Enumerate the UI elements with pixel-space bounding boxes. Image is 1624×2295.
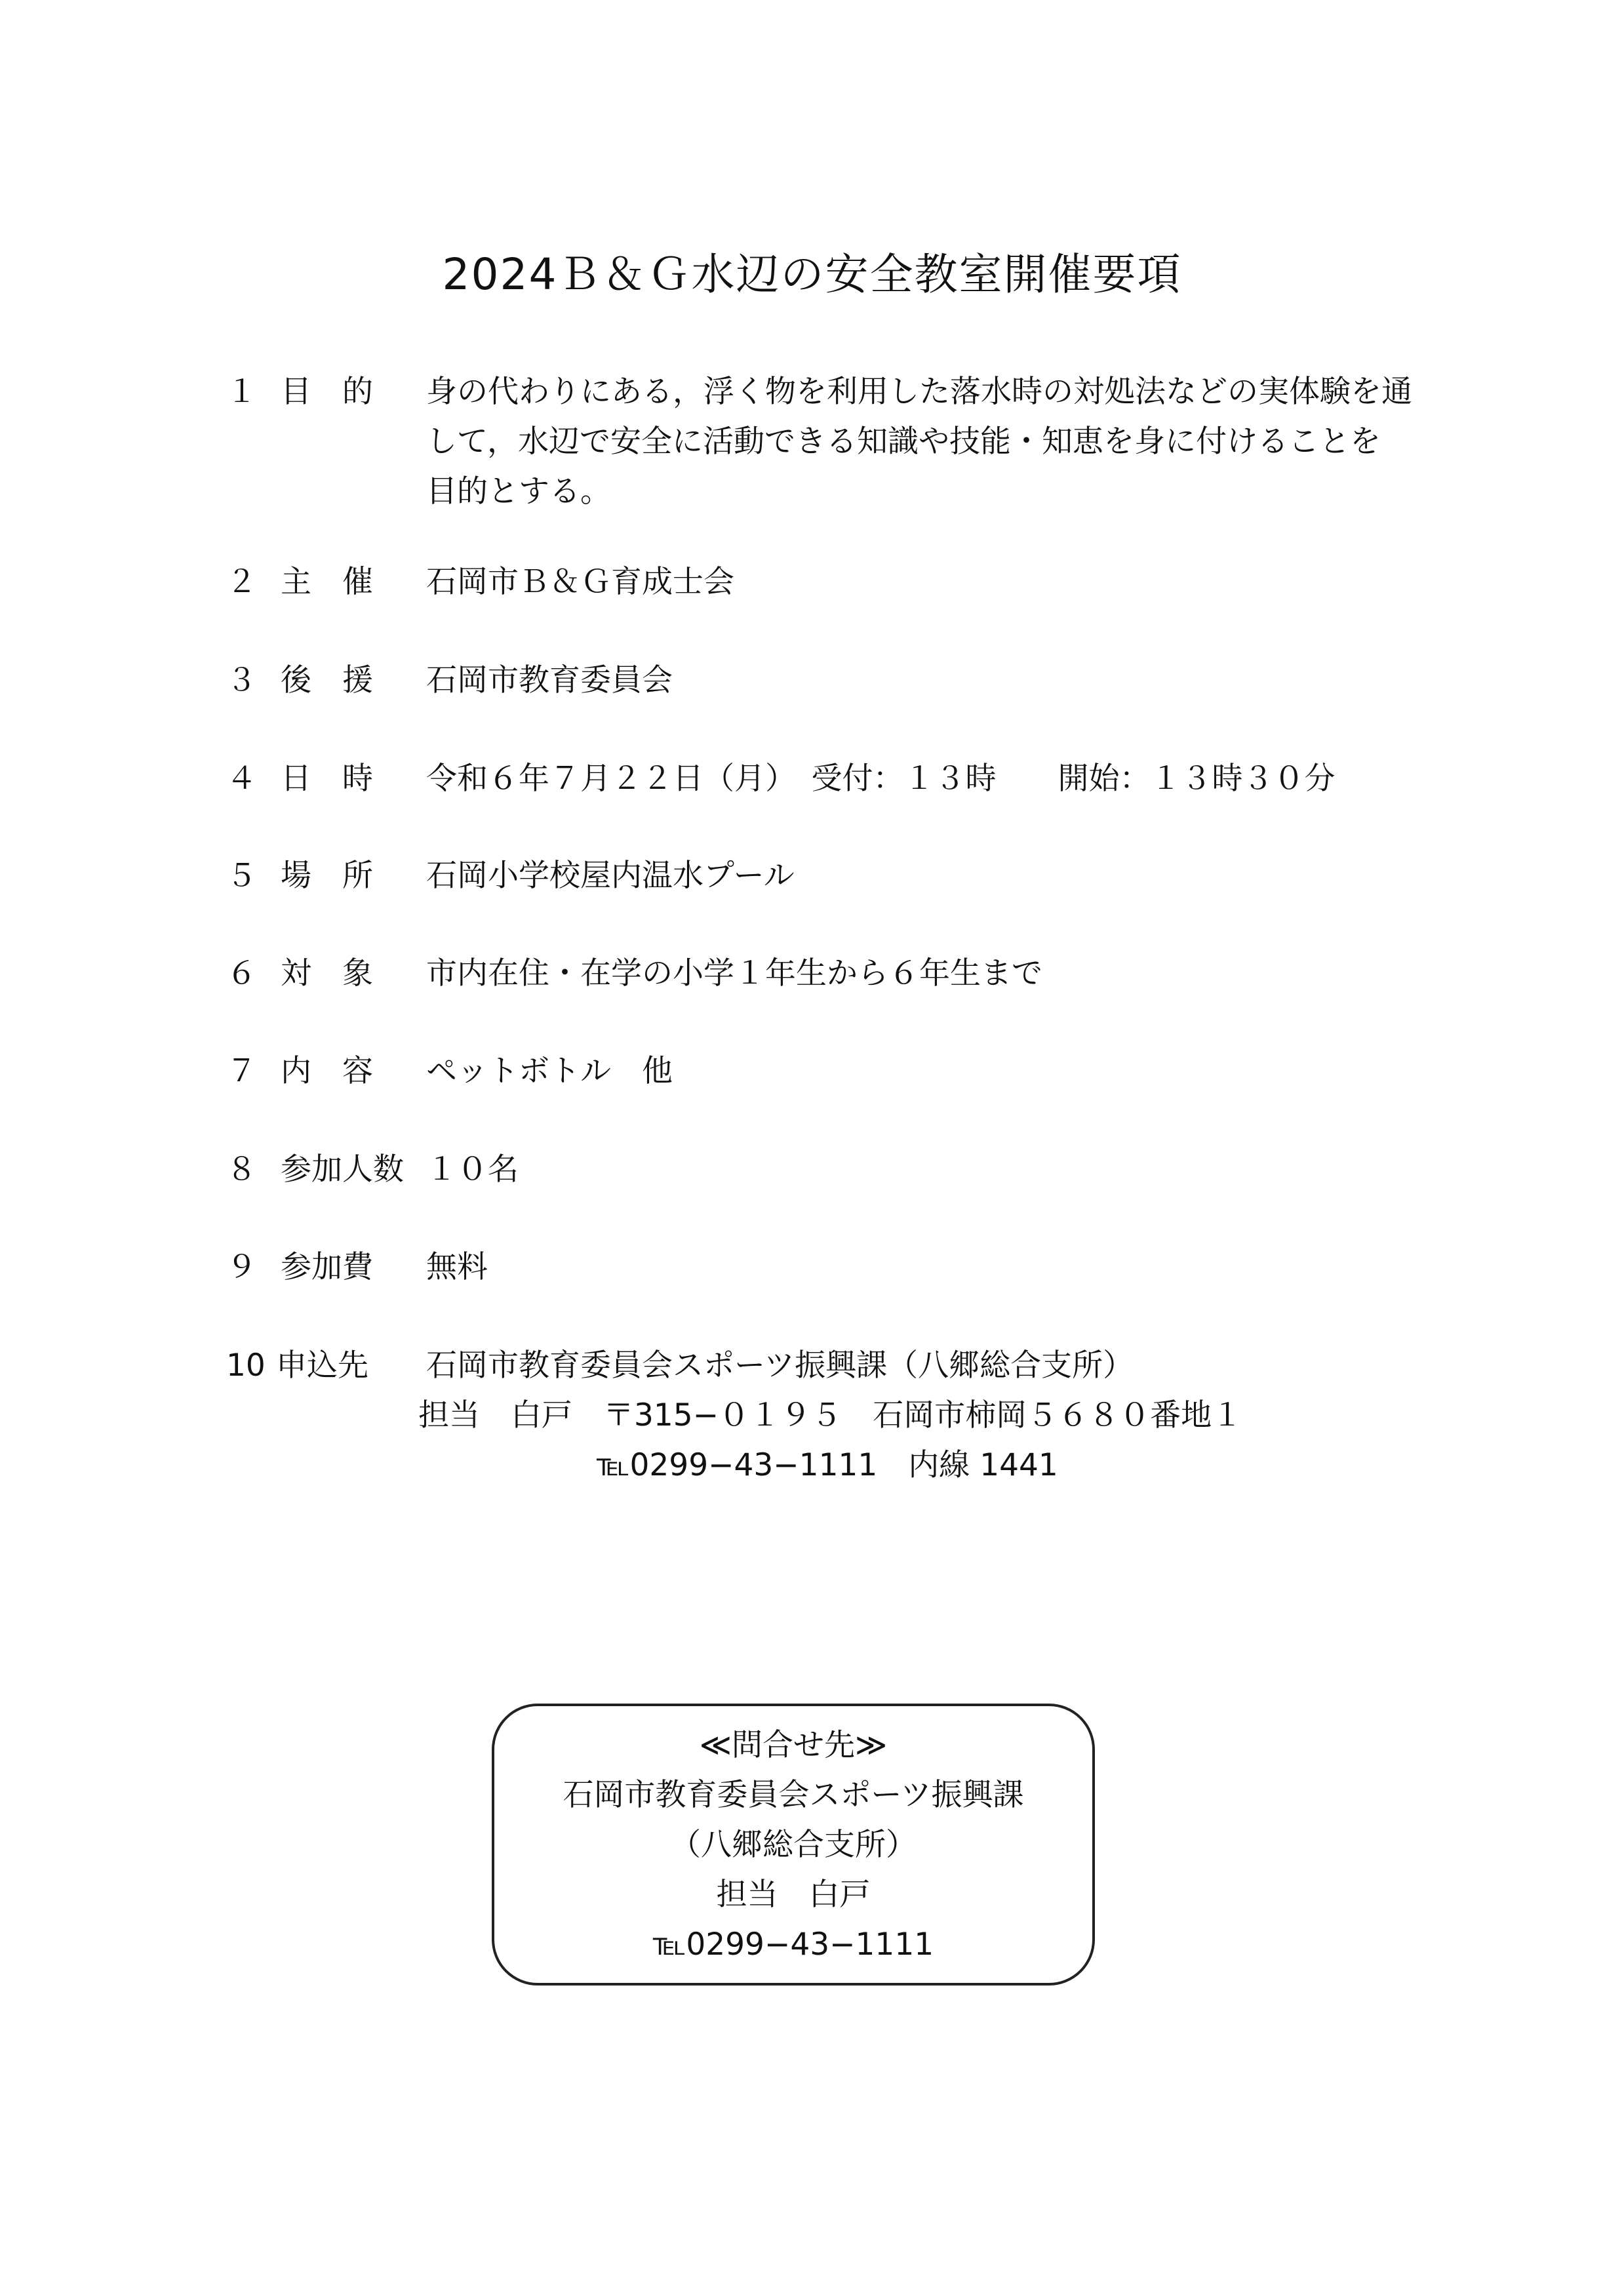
content-line: 身の代わりにある，浮く物を利用した落水時の対処法などの実体験を通 xyxy=(426,374,1412,410)
item-content xyxy=(426,1047,1396,1096)
contact-branch: （八郷総合支所） xyxy=(670,1827,917,1863)
item-number: ５ xyxy=(226,858,257,894)
content-line: 目的とする。 xyxy=(426,473,611,509)
item-number: ６ xyxy=(226,955,257,991)
item-label: 場 所 xyxy=(281,858,373,894)
item-content xyxy=(426,1243,1396,1292)
content-line: 石岡小学校屋内温水プール xyxy=(426,858,795,894)
item-content xyxy=(426,656,1396,706)
item-number: ４ xyxy=(226,761,257,797)
content-line: ペットボトル 他 xyxy=(426,1053,673,1089)
item-content xyxy=(426,754,1396,804)
content-line: 石岡市Ｂ＆Ｇ育成士会 xyxy=(426,564,734,600)
contact-heading: ≪問合せ先≫ xyxy=(699,1727,888,1763)
content-line: 石岡市教育委員会 xyxy=(426,662,673,698)
item-label: 参加人数 xyxy=(281,1151,404,1187)
item-number: ２ xyxy=(226,564,257,600)
item-content xyxy=(426,557,1396,607)
item-number: ７ xyxy=(226,1053,257,1089)
contact-box xyxy=(492,1704,1095,1986)
item-label: 申込先 xyxy=(276,1347,368,1384)
content-line: 石岡市教育委員会スポーツ振興課（八郷総合支所） xyxy=(426,1347,1134,1384)
item-number: 10 xyxy=(226,1347,266,1384)
content-line: して，水辺で安全に活動できる知識や技能・知恵を身に付けることを xyxy=(426,424,1381,460)
content-line: 無料 xyxy=(426,1249,488,1285)
document-title: 2024Ｂ＆Ｇ水辺の安全教室開催要項 xyxy=(442,249,1182,300)
item-content xyxy=(418,1341,1396,1490)
item-label: 主 催 xyxy=(281,564,373,600)
contact-tel: ℡0299−43−1111 xyxy=(652,1926,934,1963)
contact-person: 担当 白戸 xyxy=(716,1877,871,1913)
item-content xyxy=(426,851,1396,901)
item-label: 日 時 xyxy=(281,761,373,797)
content-line: 令和６年７月２２日（月） 受付：１３時 開始：１３時３０分 xyxy=(426,761,1336,797)
item-number: ９ xyxy=(226,1249,257,1285)
item-content xyxy=(426,367,1412,517)
item-content xyxy=(426,1145,1396,1195)
content-line: ℡0299−43−1111 内線 1441 xyxy=(597,1447,1058,1483)
item-number: ３ xyxy=(226,662,257,698)
item-number: ８ xyxy=(226,1151,257,1187)
item-label: 後 援 xyxy=(281,662,373,698)
contact-org: 石岡市教育委員会スポーツ振興課 xyxy=(563,1777,1024,1813)
item-content xyxy=(426,949,1396,999)
content-line: １０名 xyxy=(426,1151,519,1187)
item-label: 目 的 xyxy=(281,374,373,410)
item-label: 参加費 xyxy=(281,1249,373,1285)
item-label: 内 容 xyxy=(281,1053,373,1089)
item-number: １ xyxy=(226,374,257,410)
content-line: 市内在住・在学の小学１年生から６年生まで xyxy=(426,955,1042,991)
content-line: 担当 白戸 〒315−０１９５ 石岡市柿岡５６８０番地１ xyxy=(418,1397,1243,1433)
item-label: 対 象 xyxy=(281,955,373,991)
